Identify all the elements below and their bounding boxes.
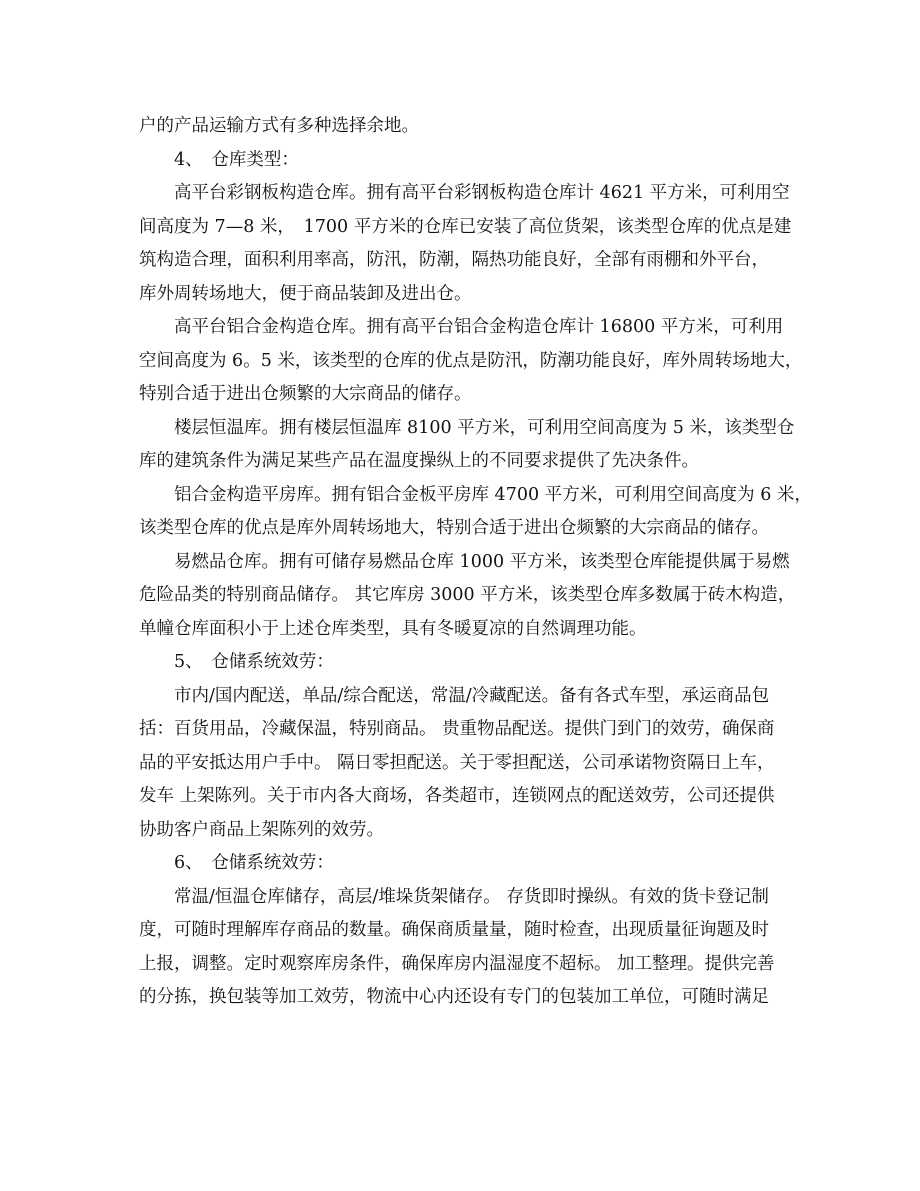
section-heading bbox=[139, 144, 791, 178]
text-line: 楼层恒温库。拥有楼层恒温库 8100 平方米，可利用空间高度为 5 米，该类型仓 bbox=[174, 417, 795, 438]
text-line: 度，可随时理解库存商品的数量。确保商质量量，随时检查，出现质量征询题及时 bbox=[139, 920, 769, 940]
text-line: 上报，调整。定时观察库房条件，确保库房内温湿度不超标。 加工整理。提供完善 bbox=[139, 953, 775, 974]
text-line: 高平台铝合金构造仓库。拥有高平台铝合金构造仓库计 16800 平方米，可利用 bbox=[174, 317, 784, 337]
text-line: 库的建筑条件为满足某些产品在温度操纵上的不同要求提供了先决条件。 bbox=[139, 451, 699, 471]
text-line: 库外周转场地大，便于商品装卸及进出仓。 bbox=[139, 283, 472, 304]
paragraph bbox=[139, 479, 812, 546]
text-line: 4、 仓库类型： bbox=[174, 149, 299, 170]
text-line: 间高度为 7—8 米， 1700 平方米的仓库已安装了高位货架，该类型仓库的优点是建 bbox=[139, 216, 792, 237]
text-line: 市内/国内配送，单品/综合配送，常温/冷藏配送。备有各式车型，承运商品包 bbox=[174, 685, 770, 706]
text-line: 5、 仓储系统效劳： bbox=[174, 652, 334, 672]
text-line: 空间高度为 6。5 米，该类型的仓库的优点是防汛，防潮功能良好，库外周转场地大， bbox=[139, 350, 803, 371]
paragraph bbox=[139, 110, 791, 144]
text-line: 户的产品运输方式有多种选择余地。 bbox=[139, 116, 419, 136]
paragraph bbox=[139, 881, 791, 1015]
section-heading bbox=[139, 646, 791, 680]
text-line: 铝合金构造平房库。拥有铝合金板平房库 4700 平方米，可利用空间高度为 6 米， bbox=[174, 484, 812, 505]
paragraph bbox=[139, 546, 796, 647]
text-line: 协助客户商品上架陈列的效劳。 bbox=[139, 819, 384, 840]
text-line: 发车 上架陈列。关于市内各大商场，各类超市，连锁网点的配送效劳，公司还提供 bbox=[139, 786, 775, 806]
section-heading bbox=[139, 847, 791, 881]
text-line: 单幢仓库面积小于上述仓库类型，具有冬暖夏凉的自然调理功能。 bbox=[139, 618, 647, 639]
text-line: 高平台彩钢板构造仓库。拥有高平台彩钢板构造仓库计 4621 平方米，可利用空 bbox=[174, 183, 790, 203]
document-body bbox=[139, 110, 812, 1015]
text-line: 品的平安抵达用户手中。 隔日零担配送。关于零担配送，公司承诺物资隔日上车， bbox=[139, 752, 775, 773]
paragraph bbox=[139, 311, 803, 412]
paragraph bbox=[139, 412, 795, 479]
text-line: 括：百货用品，冷藏保温，特别商品。 贵重物品配送。提供门到门的效劳，确保商 bbox=[139, 719, 775, 739]
paragraph bbox=[139, 680, 791, 848]
paragraph bbox=[139, 177, 791, 311]
text-line: 该类型仓库的优点是库外周转场地大，特别合适于进出仓频繁的大宗商品的储存。 bbox=[139, 518, 769, 538]
text-line: 6、 仓储系统效劳： bbox=[174, 853, 334, 873]
text-line: 危险品类的特别商品储存。 其它库房 3000 平方米，该类型仓库多数属于砖木构造， bbox=[139, 585, 796, 605]
text-line: 的分拣，换包装等加工效劳，物流中心内还设有专门的包装加工单位，可随时满足 bbox=[139, 987, 769, 1007]
text-line: 易燃品仓库。拥有可储存易燃品仓库 1000 平方米，该类型仓库能提供属于易燃 bbox=[174, 551, 790, 572]
text-line: 特别合适于进出仓频繁的大宗商品的储存。 bbox=[139, 384, 472, 404]
text-line: 常温/恒温仓库储存，高层/堆垛货架储存。 存货即时操纵。有效的货卡登记制 bbox=[174, 886, 769, 907]
text-line: 筑构造合理，面积利用率高，防汛，防潮，隔热功能良好，全部有雨棚和外平台， bbox=[139, 250, 769, 270]
